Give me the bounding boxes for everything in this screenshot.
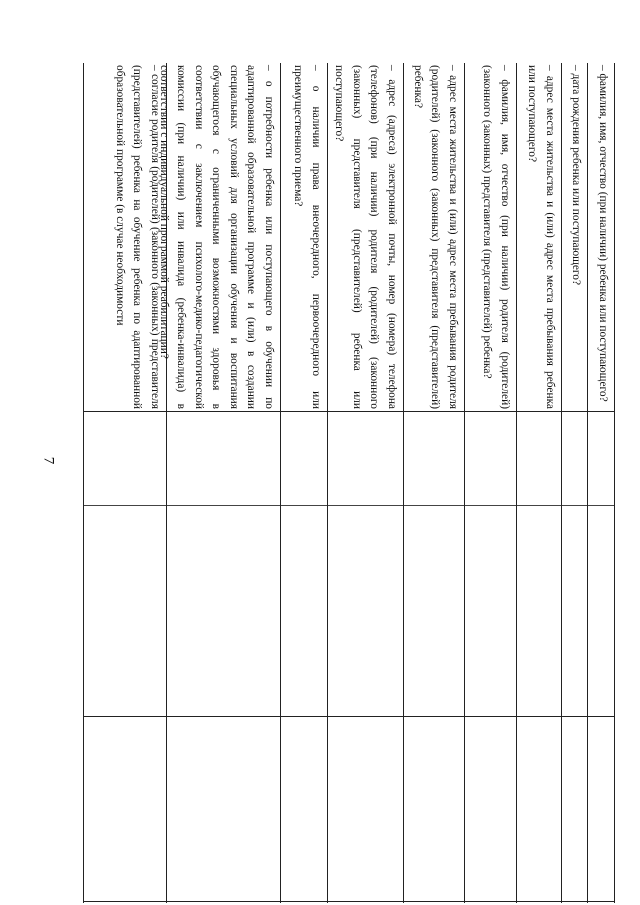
question-text: – адрес (адреса) электронной почты, номер (номера) телефона (телефонов) (при наличии) родителя (родителей) (законного (законных) представителя (представителей) ребенка или поступающего? [333,65,398,409]
table-row [158,63,280,903]
question-text: – фамилия, имя, отчество (при наличии) родителя (родителей) (законного (законных) представителя (представителей) ребенка? [481,65,511,409]
question-text: – о наличии права внеочередного, первоочередного или преимущественного приема? [292,65,322,409]
table-row [561,63,587,903]
question-text: – адрес места жительства и (или) адрес места пребывания родителя (родителей) (законного (законных) представителя (представителей) ребенка? [412,65,459,409]
table-row [516,63,561,903]
requirements-table [83,63,615,903]
table-row [84,63,166,903]
question-text: – фамилия, имя, отчество (при наличии) ребенка или поступающего? [597,65,609,402]
table-row [587,63,614,903]
table-row [464,63,516,903]
page-number: 7 [40,456,57,465]
question-text: – согласие родителя (родителей) (законного (законных) представителя (представителей) ребенка на обучение ребенка по адаптированной образовательной программе (в случае необходимости [114,65,161,409]
question-text: – адрес места жительства и (или) адрес места пребывания ребенка или поступающего? [526,65,556,409]
table-row [280,63,327,903]
question-text: – дата рождения ребенка или поступающего? [570,65,582,286]
table-row [327,63,403,903]
question-text: – о потребности ребенка или поступающего в обучении по адаптированной образовательной программе и (или) в создании специальных условий для организации обучения и воспитания обучающегося с ограниченными возможностями здоровья в соответствии с заключением психолого-медико-педагогической комиссии (при наличии) или инвалида (ребенка-инвалида) в соответствии с индивидуальной программой реабилитации? [158,65,275,409]
table-row [403,63,464,903]
